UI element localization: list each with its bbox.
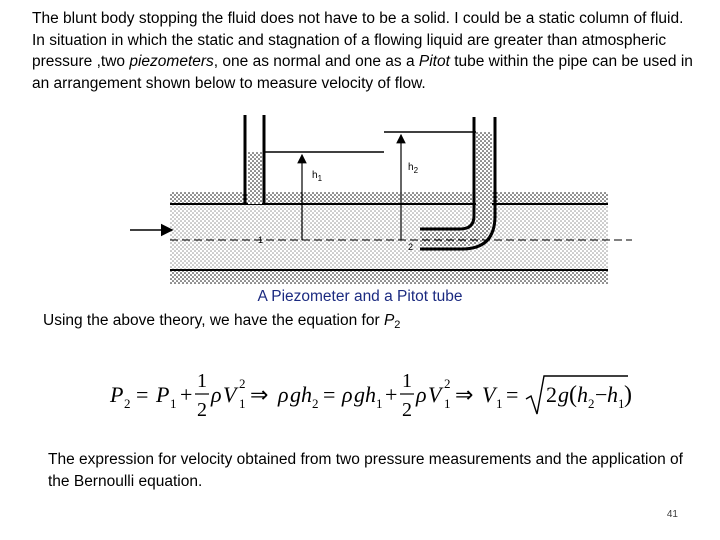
eq-arrow-2: ⇒ <box>455 382 474 407</box>
intro-paragraph <box>32 8 700 94</box>
theory-sub: 2 <box>394 319 401 331</box>
eq-sqrt-h1-sub: 1 <box>618 396 625 411</box>
eq-plus-2: + <box>385 382 398 407</box>
eq-v1c-sub: 1 <box>496 396 503 411</box>
piezometer-pitot-diagram <box>0 112 720 302</box>
conclusion-paragraph: The expression for velocity obtained from two pressure measurements and the application of the Bernoulli equation. <box>48 451 683 490</box>
eq-v1: V <box>223 382 237 407</box>
intro-text-3: tube within the pipe can be used in an arrangement shown below to measure velocity of flow. <box>32 53 693 92</box>
eq-frac2-num: 1 <box>402 370 412 392</box>
eq-g-2: g <box>354 382 365 407</box>
eq-v1-sup: 2 <box>239 376 246 391</box>
label-point-1: 1 <box>258 235 264 245</box>
eq-h1: h <box>365 382 376 407</box>
eq-equals-2: = <box>323 382 336 407</box>
eq-frac1-den: 2 <box>197 399 207 421</box>
eq-frac1-num: 1 <box>197 370 207 392</box>
eq-rho-4: ρ <box>416 382 427 407</box>
piezometer-fluid <box>248 152 262 204</box>
eq-g-1: g <box>290 382 301 407</box>
eq-v1-sub: 1 <box>239 396 246 411</box>
intro-text-2: , one as normal and one as a <box>213 53 419 70</box>
eq-p1: P <box>156 382 170 407</box>
eq-minus: − <box>595 382 608 407</box>
pipe-bottom-wall <box>170 270 608 284</box>
label-h2: $h_2$ <box>408 162 419 175</box>
intro-text-1: The blunt body stopping the fluid does not have to be a solid. I could be a static column of fluid. In situation in which the static and stagnation of a flowing liquid are greater than atmospheric pressure ,two <box>32 10 684 70</box>
eq-lparen: ( <box>569 382 577 408</box>
eq-sqrt-h1: h <box>607 382 618 407</box>
eq-sqrt-two: 2 <box>546 382 557 407</box>
eq-sqrt-h2-sub: 2 <box>588 396 595 411</box>
intro-emph-pitot: Pitot <box>418 53 450 70</box>
eq-rho-2: ρ <box>278 382 289 407</box>
theory-text: Using the above theory, we have the equation for <box>43 312 384 329</box>
eq-sqrt-h2: h <box>577 382 588 407</box>
pipe-top-wall <box>170 192 608 204</box>
eq-h2-sub: 2 <box>312 396 319 411</box>
eq-h2: h <box>301 382 312 407</box>
eq-p2-sub: 2 <box>124 396 131 411</box>
theory-line <box>43 312 400 331</box>
eq-v1b-sup: 2 <box>444 376 451 391</box>
eq-plus-1: + <box>180 382 193 407</box>
eq-frac2-den: 2 <box>402 399 412 421</box>
theory-var: P <box>383 312 395 329</box>
eq-v1b: V <box>428 382 442 407</box>
label-h1: $h_1$ <box>312 170 323 183</box>
eq-equals-3: = <box>506 382 519 407</box>
eq-equals-1: = <box>136 382 149 407</box>
label-point-2: 2 <box>408 242 414 252</box>
eq-v1c: V <box>482 382 496 407</box>
intro-emph-piezometers: piezometers <box>129 53 214 70</box>
diagram-caption: A Piezometer and a Pitot tube <box>257 288 463 305</box>
eq-arrow-1: ⇒ <box>250 382 269 407</box>
eq-v1b-sub: 1 <box>444 396 451 411</box>
eq-rho-3: ρ <box>342 382 353 407</box>
page-number: 41 <box>666 509 678 520</box>
eq-rho-1: ρ <box>211 382 222 407</box>
bernoulli-equation <box>100 368 640 422</box>
eq-rparen: ) <box>624 382 632 408</box>
eq-h1-sub: 1 <box>376 396 383 411</box>
eq-p1-sub: 1 <box>170 396 177 411</box>
eq-sqrt-g: g <box>558 382 569 407</box>
eq-p2: P <box>110 382 124 407</box>
pipe-fluid <box>170 204 608 270</box>
